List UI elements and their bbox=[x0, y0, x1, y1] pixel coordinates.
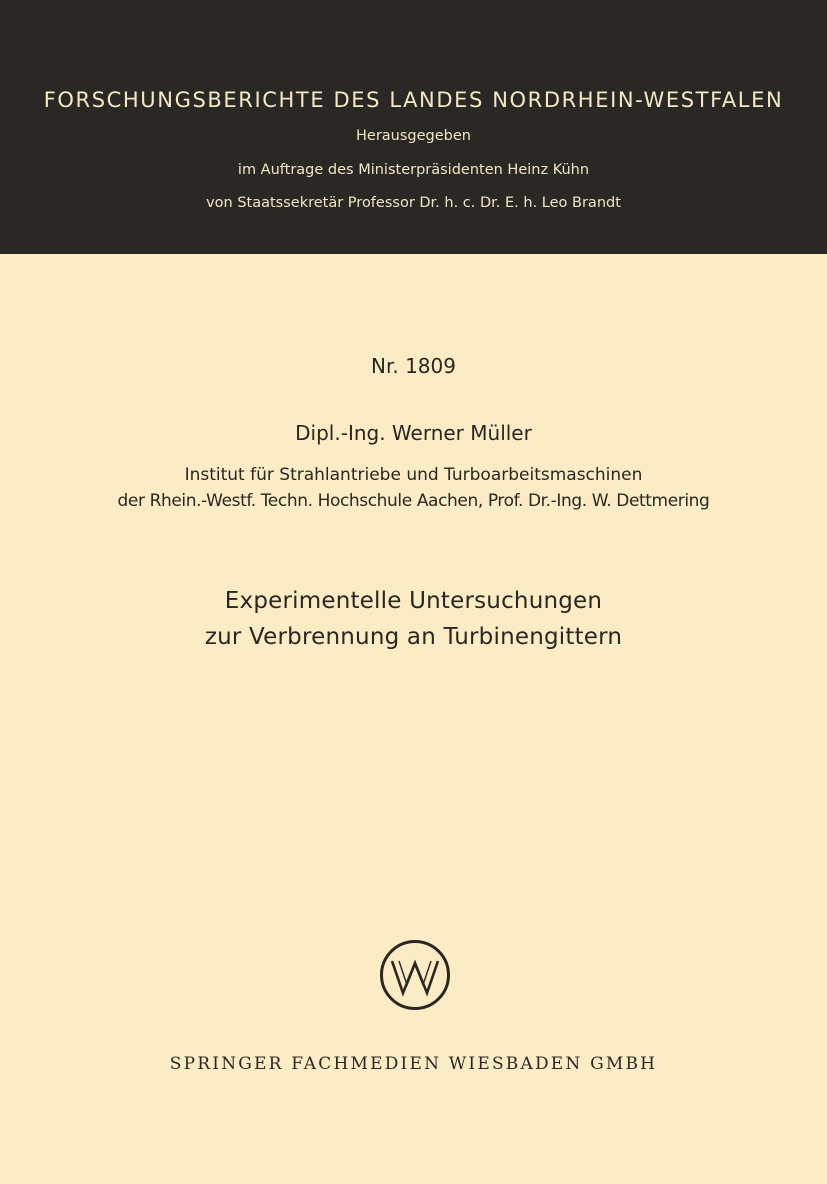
header-band bbox=[0, 0, 827, 254]
institute-line-2: der Rhein.-Westf. Techn. Hochschule Aachen, Prof. Dr.-Ing. W. Dettmering bbox=[117, 491, 710, 511]
book-title-line-2: zur Verbrennung an Turbinengittern bbox=[204, 624, 623, 650]
book-title-line-1: Experimentelle Untersuchungen bbox=[224, 588, 603, 614]
editor-line-2: im Auftrage des Ministerpräsidenten Heinz Kühn bbox=[237, 162, 590, 178]
publisher-name: SPRINGER FACHMEDIEN WIESBADEN GMBH bbox=[169, 1054, 658, 1074]
institute-line-1: Institut für Strahlantriebe und Turboarbeitsmaschinen bbox=[184, 465, 643, 485]
report-number: Nr. 1809 bbox=[371, 354, 456, 378]
editor-line-3: von Staatssekretär Professor Dr. h. c. Dr. E. h. Leo Brandt bbox=[206, 195, 621, 211]
editor-line-1: Herausgegeben bbox=[356, 128, 471, 144]
author-name: Dipl.-Ing. Werner Müller bbox=[295, 421, 532, 445]
publisher-w-logo-icon bbox=[379, 939, 451, 1011]
series-title: FORSCHUNGSBERICHTE DES LANDES NORDRHEIN-WESTFALEN bbox=[43, 88, 784, 112]
